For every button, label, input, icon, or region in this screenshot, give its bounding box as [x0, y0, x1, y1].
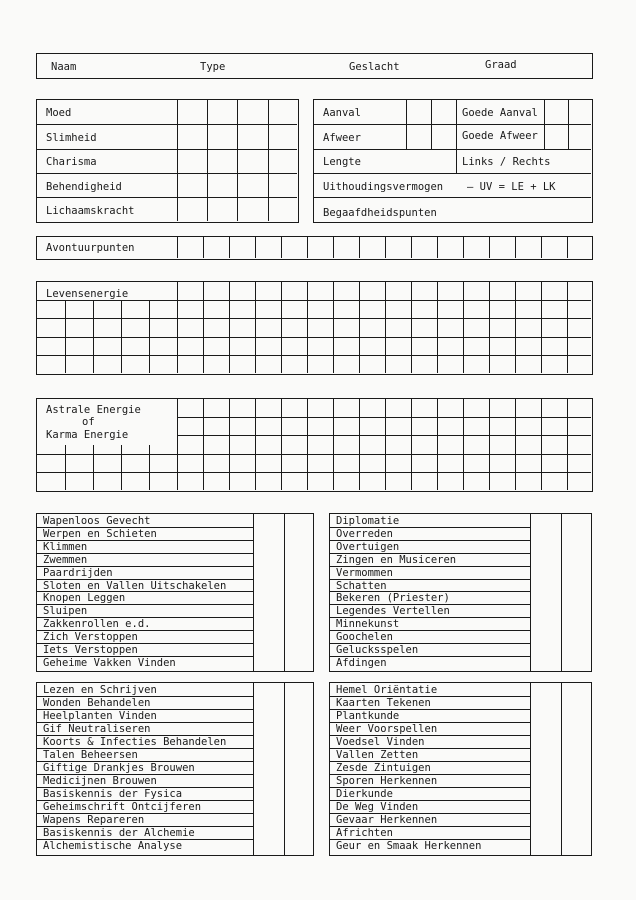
skill-label: Diplomatie [336, 515, 400, 527]
attr-behendigheid: Behendigheid [46, 181, 122, 193]
begaafdheidspunten-label: Begaafdheidspunten [323, 207, 437, 219]
skill-label: Vermommen [336, 566, 393, 579]
astrale-energie-label: Astrale Energie [46, 404, 141, 416]
skill-label: Koorts & Infecties Behandelen [43, 736, 227, 748]
skill-label: Basiskennis der Alchemie [43, 827, 195, 839]
skill-label: Wonden Behandelen [43, 697, 151, 709]
skill-label: Zwemmen [43, 553, 88, 566]
skill-label: Plantkunde [336, 710, 400, 722]
skills-table-b-right [329, 682, 592, 856]
skill-label: Gelucksspelen [336, 644, 419, 656]
attr-moed: Moed [46, 107, 72, 119]
skill-label: Minnekunst [336, 618, 400, 631]
astrale-of-label: of [82, 416, 95, 428]
aanval-label: Aanval [323, 107, 361, 119]
skill-label: Wapenloos Gevecht [43, 515, 151, 527]
skill-label: Hemel Oriëntatie [336, 684, 438, 696]
skill-label: De Weg Vinden [336, 801, 419, 813]
skill-label: Overtuigen [336, 540, 400, 553]
geslacht-label: Geslacht [349, 61, 400, 73]
attr-lichaamskracht: Lichaamskracht [46, 205, 135, 217]
skill-label: Voedsel Vinden [336, 736, 425, 748]
afweer-label: Afweer [323, 132, 361, 144]
attributes-block [36, 99, 299, 223]
karma-energie-label: Karma Energie [46, 429, 129, 441]
header-block [36, 53, 593, 79]
skill-label: Bekeren (Priester) [336, 592, 450, 605]
skill-label: Knopen Leggen [43, 592, 126, 605]
avontuurpunten-label: Avontuurpunten [46, 242, 135, 254]
skill-label: Giftige Drankjes Brouwen [43, 762, 195, 774]
skill-label: Paardrijden [43, 566, 113, 579]
skill-label: Afdingen [336, 656, 387, 669]
skill-label: Gif Neutraliseren [43, 723, 151, 735]
skill-label: Lezen en Schrijven [43, 684, 157, 696]
goede-afweer-label: Goede Afweer [462, 130, 538, 142]
uithoudingsvermogen-label: Uithoudingsvermogen [323, 181, 444, 193]
skill-label: Basiskennis der Fysica [43, 788, 183, 800]
skill-label: Zingen en Musiceren [336, 553, 457, 566]
levensenergie-block [36, 281, 593, 375]
astrale-energie-block [36, 398, 593, 492]
skill-label: Schatten [336, 579, 387, 592]
skill-label: Talen Beheersen [43, 749, 138, 761]
skill-label: Geheime Vakken Vinden [43, 656, 176, 669]
skill-label: Medicijnen Brouwen [43, 775, 157, 787]
skills-table-b-left [36, 682, 314, 856]
skill-label: Klimmen [43, 540, 88, 553]
combat-block [313, 99, 593, 223]
skills-table-a-right [329, 513, 592, 672]
links-rechts-label: Links / Rechts [462, 156, 551, 168]
type-label: Type [200, 61, 226, 73]
naam-label: Naam [51, 61, 77, 73]
skill-label: Legendes Vertellen [336, 605, 450, 618]
skill-label: Geheimschrift Ontcijferen [43, 801, 202, 813]
skill-label: Zesde Zintuigen [336, 762, 431, 774]
avontuurpunten-block [36, 236, 593, 260]
skill-label: Zakkenrollen e.d. [43, 618, 151, 631]
skill-label: Sluipen [43, 605, 88, 618]
levensenergie-label: Levensenergie [46, 288, 129, 300]
skill-label: Werpen en Schieten [43, 527, 157, 540]
attr-charisma: Charisma [46, 156, 97, 168]
skill-label: Alchemistische Analyse [43, 840, 183, 852]
skill-label: Goochelen [336, 631, 393, 644]
uv-formula: – UV = LE + LK [467, 181, 556, 193]
skill-label: Sporen Herkennen [336, 775, 438, 787]
skill-label: Kaarten Tekenen [336, 697, 431, 709]
graad-label: Graad [485, 59, 517, 71]
skill-label: Zich Verstoppen [43, 631, 138, 644]
skill-label: Sloten en Vallen Uitschakelen [43, 579, 227, 592]
skill-label: Wapens Repareren [43, 814, 145, 826]
skill-label: Geur en Smaak Herkennen [336, 840, 482, 852]
skill-label: Overreden [336, 527, 393, 540]
skills-table-a-left [36, 513, 314, 672]
lengte-label: Lengte [323, 156, 361, 168]
goede-aanval-label: Goede Aanval [462, 107, 538, 119]
skill-label: Africhten [336, 827, 393, 839]
skill-label: Iets Verstoppen [43, 644, 138, 656]
skill-label: Vallen Zetten [336, 749, 419, 761]
attr-slimheid: Slimheid [46, 132, 97, 144]
skill-label: Weer Voorspellen [336, 723, 438, 735]
skill-label: Gevaar Herkennen [336, 814, 438, 826]
skill-label: Dierkunde [336, 788, 393, 800]
skill-label: Heelplanten Vinden [43, 710, 157, 722]
